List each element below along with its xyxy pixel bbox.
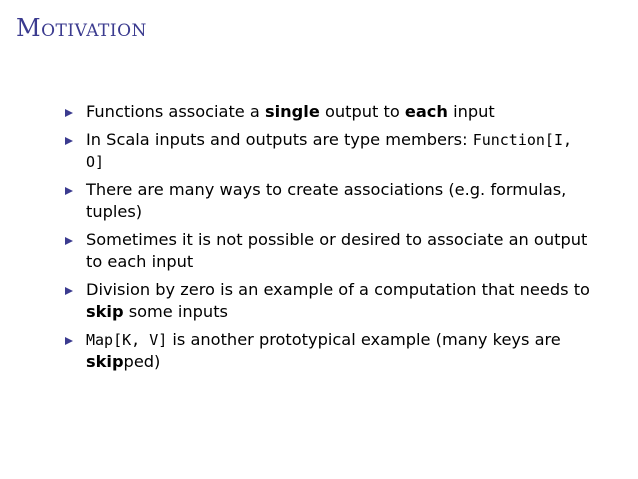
- bold-text: skip: [86, 352, 124, 371]
- bullet-text: ped): [123, 352, 161, 371]
- triangle-bullet-icon: [65, 109, 73, 117]
- code-text: Map[K, V]: [86, 331, 168, 349]
- bullet-text: is another prototypical example (many keys are: [167, 330, 561, 349]
- bullet-text: input: [447, 102, 495, 121]
- slide-title: Motivation: [16, 14, 147, 42]
- triangle-bullet-icon: [65, 287, 73, 295]
- bullet-text: output to: [319, 102, 405, 121]
- bold-text: single: [264, 102, 320, 121]
- bullet-text: There are many ways to create associations (e.g. formulas,: [86, 180, 567, 199]
- bullet-text: some inputs: [123, 302, 228, 321]
- bullet-text: In Scala inputs and outputs are type members:: [86, 130, 473, 149]
- bullet-text: to each input: [86, 252, 194, 271]
- bold-text: each: [404, 102, 448, 121]
- triangle-bullet-icon: [65, 137, 73, 145]
- bullet-text: Division by zero is an example of a computation that needs to: [86, 280, 590, 299]
- bullet-item: [86, 279, 598, 323]
- code-text: Function[I,: [472, 131, 573, 149]
- bullet-item: [86, 101, 598, 123]
- triangle-bullet-icon: [65, 237, 73, 245]
- bullet-item: [86, 129, 598, 173]
- bullet-item: [86, 179, 598, 223]
- bullet-item: [86, 329, 598, 373]
- bullet-text: tuples): [86, 202, 143, 221]
- bullet-text: Functions associate a: [86, 102, 265, 121]
- bullet-list: [86, 101, 598, 379]
- triangle-bullet-icon: [65, 187, 73, 195]
- code-text: O]: [86, 153, 105, 171]
- triangle-bullet-icon: [65, 337, 73, 345]
- bullet-text: Sometimes it is not possible or desired to associate an output: [86, 230, 588, 249]
- bullet-item: [86, 229, 598, 273]
- bold-text: skip: [86, 302, 124, 321]
